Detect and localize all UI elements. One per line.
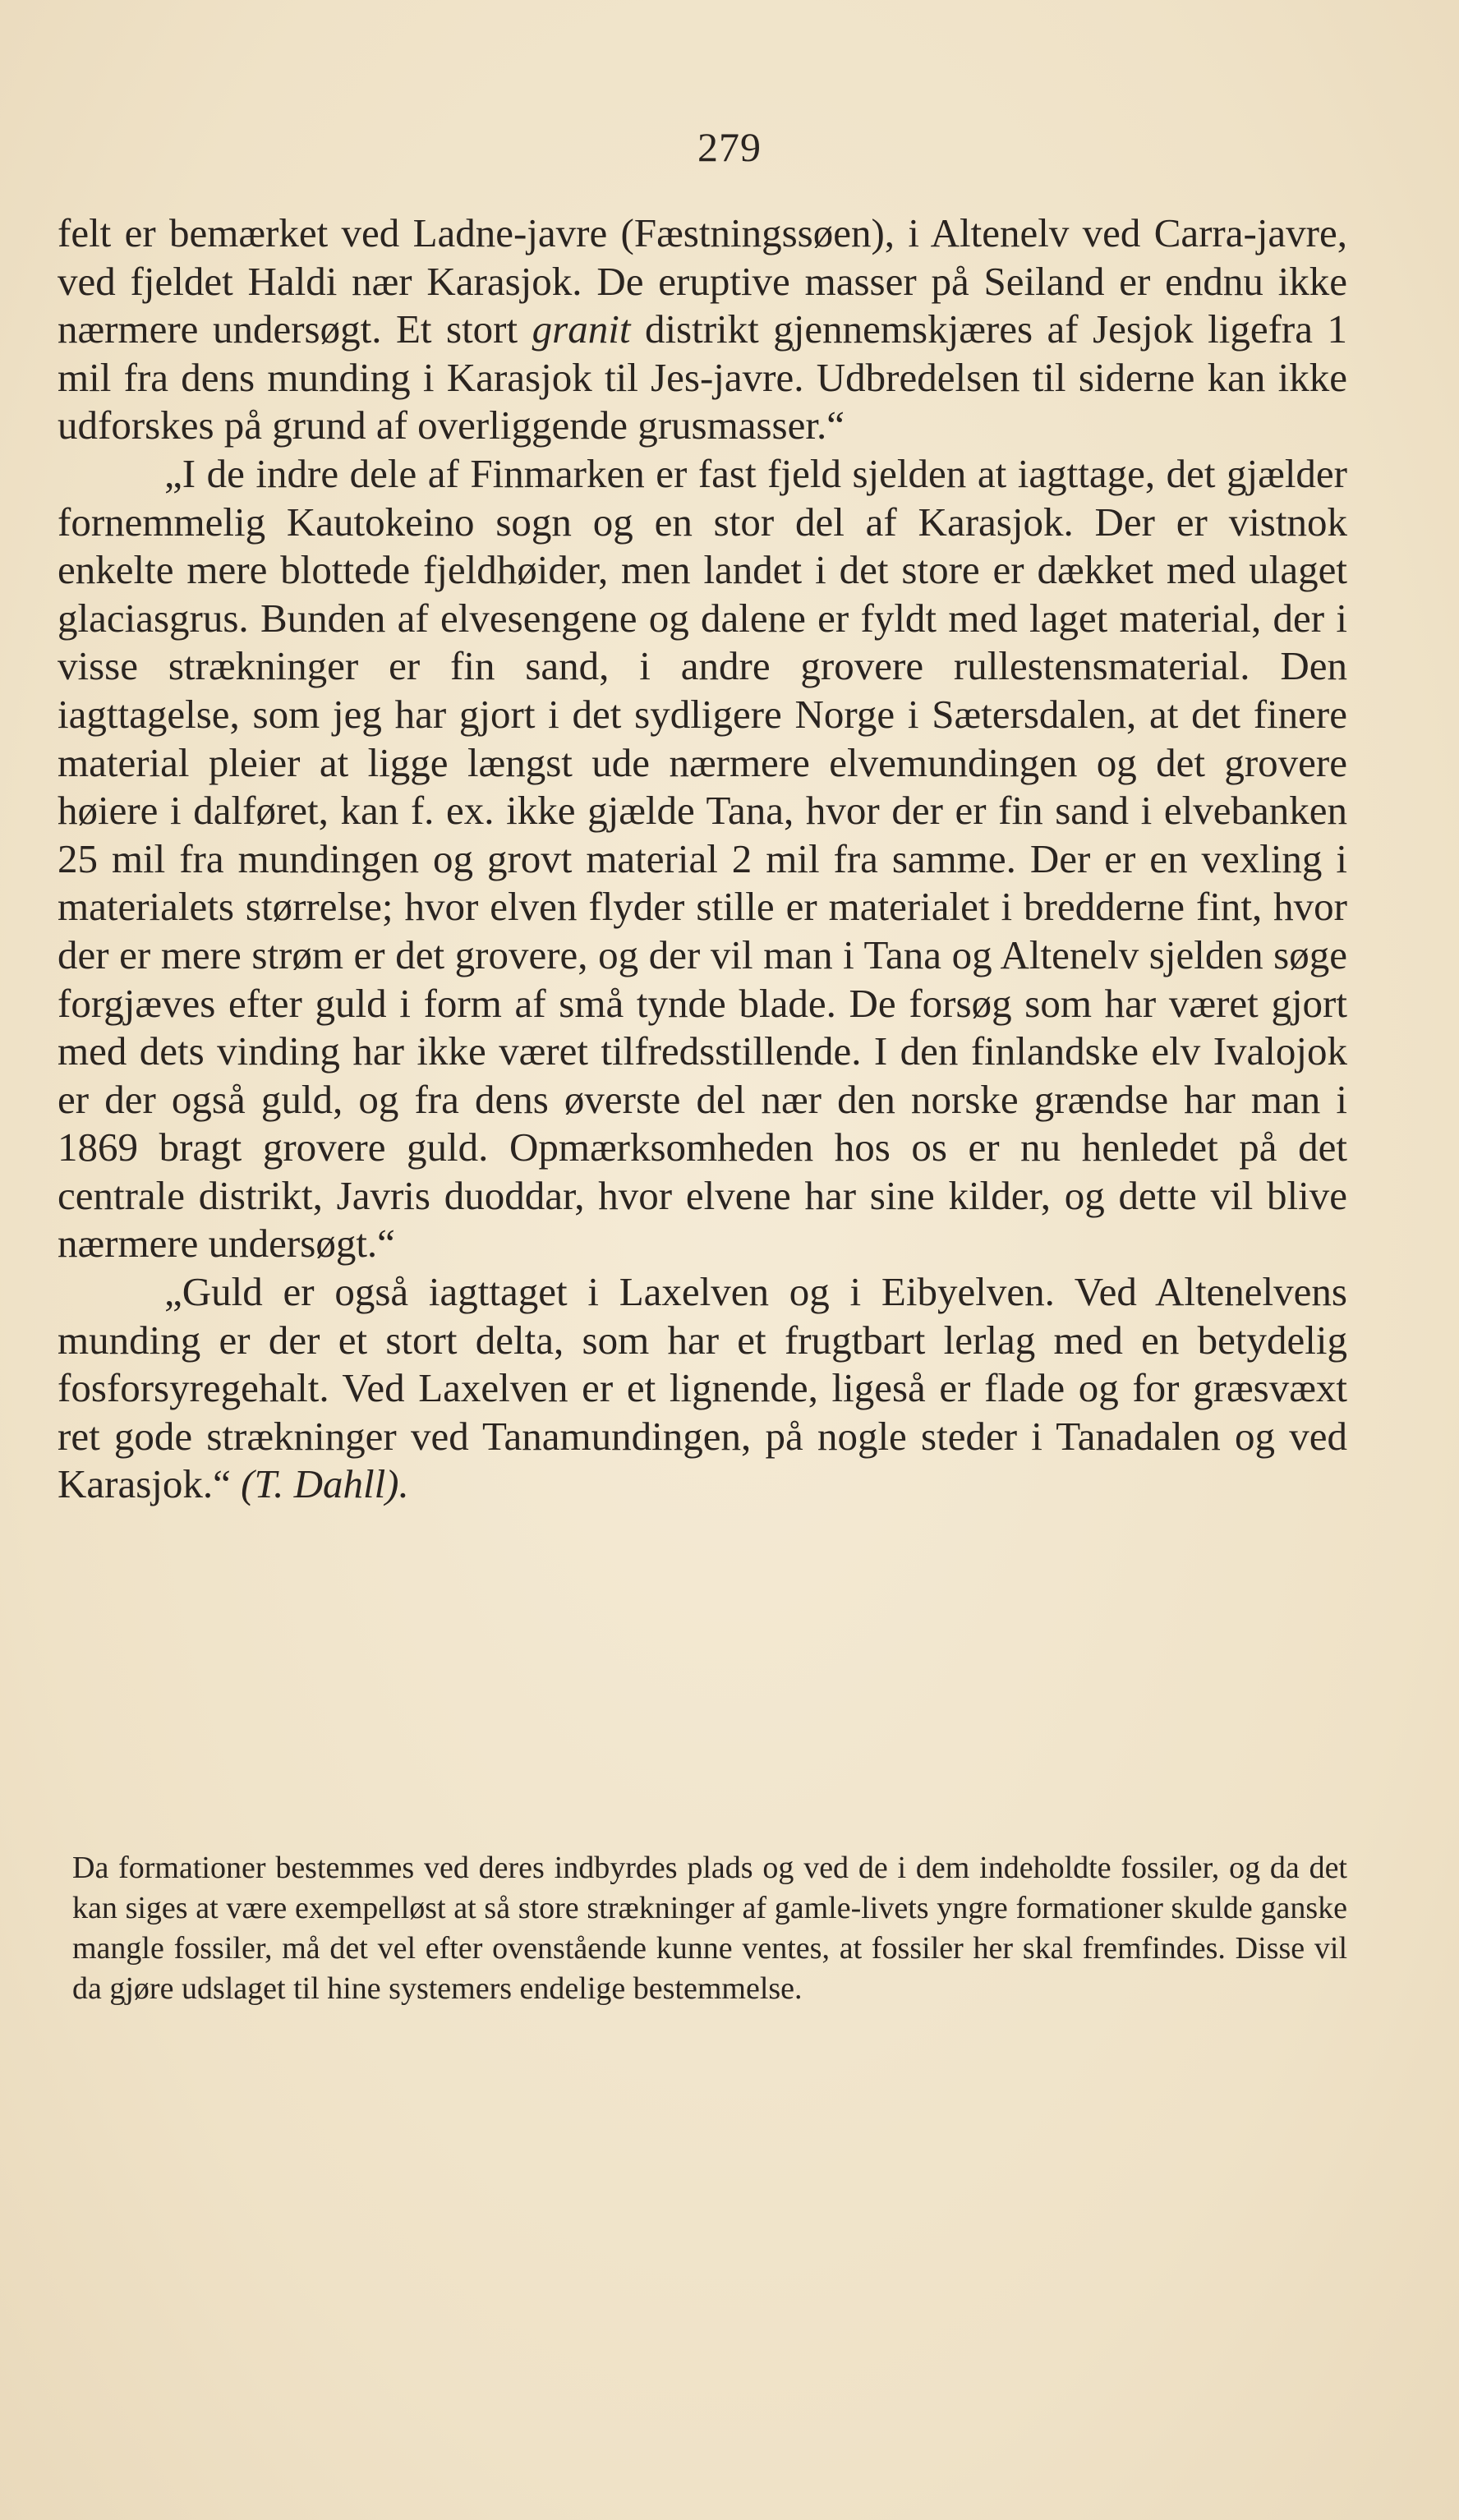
paragraph-3 <box>58 1268 1347 1509</box>
main-text <box>58 209 1347 1509</box>
paragraph-1-part-a: felt er bemærket ved Ladne-javre (Fæstningssøen), i Altenelv ved Carra-javre, ved fjeldet Haldi nær Karasjok. De eruptive masser på Seiland er endnu ikke nærmere undersøgt. Et stort <box>58 210 1347 352</box>
paragraph-1-part-b: distrikt gjennemskjæres af Jesjok ligefra 1 mil fra dens munding i Karasjok til Jes-javre. Udbredelsen til siderne kan ikke udforskes på grund af overliggende grusmasser.“ <box>58 306 1347 448</box>
footnote <box>72 1848 1347 2009</box>
paragraph-2: „I de indre dele af Finmarken er fast fjeld sjelden at iagttage, det gjælder fornemmelig Kautokeino sogn og en stor del af Karasjok. Der er vistnok enkelte mere blottede fjeldhøider, men landet i det store er dækket med ulaget glaciasgrus. Bunden af elvesengene og dalene er fyldt med laget material, der i visse strækninger er fin sand, i andre grovere rullestensmaterial. Den iagttagelse, som jeg har gjort i det sydligere Norge i Sætersdalen, at det finere material pleier at ligge længst ude nærmere elvemundingen og det grovere høiere i dalføret, kan f. ex. ikke gjælde Tana, hvor der er fin sand i elvebanken 25 mil fra mundingen og grovt material 2 mil fra samme. Der er en vexling i materialets størrelse; hvor elven flyder stille er materialet i bredderne fint, hvor der er mere strøm er det grovere, og der vil man i Tana og Altenelv sjelden søge forgjæves efter guld i form af små tynde blade. De forsøg som har været gjort med dets vinding har ikke været tilfredsstillende. I den finlandske elv Ivalojok er der også guld, og fra dens øverste del nær den norske grændse har man i 1869 bragt grovere guld. Opmærksomheden hos os er nu henledet på det centrale distrikt, Javris duoddar, hvor elvene har sine kilder, og dette vil blive nærmere undersøgt.“ <box>58 450 1347 1267</box>
page-number: 279 <box>697 124 762 170</box>
paragraph-1-emphasis: granit <box>532 306 631 352</box>
paragraph-3-citation: (T. Dahll). <box>241 1461 409 1507</box>
paragraph-3-part-a: „Guld er også iagttaget i Laxelven og i Eibyelven. Ved Altenelvens munding er der et stort delta, som har et frugtbart lerlag med en betydelig fosforsyregehalt. Ved Laxelven er et lignende, ligeså er flade og for græsvæxt ret gode strækninger ved Tanamundingen, på nogle steder i Tanadalen og ved Karasjok.“ <box>58 1269 1347 1507</box>
footnote-text: Da formationer bestemmes ved deres indbyrdes plads og ved de i dem indeholdte fossiler, og da det kan siges at være exempelløst at så store strækninger af gamle-livets yngre formationer skulde ganske mangle fossiler, må det vel efter ovenstående kunne ventes, at fossiler her skal fremfindes. Disse vil da gjøre udslaget til hine systemers endelige bestemmelse. <box>72 1851 1347 2006</box>
paragraph-1 <box>58 209 1347 450</box>
